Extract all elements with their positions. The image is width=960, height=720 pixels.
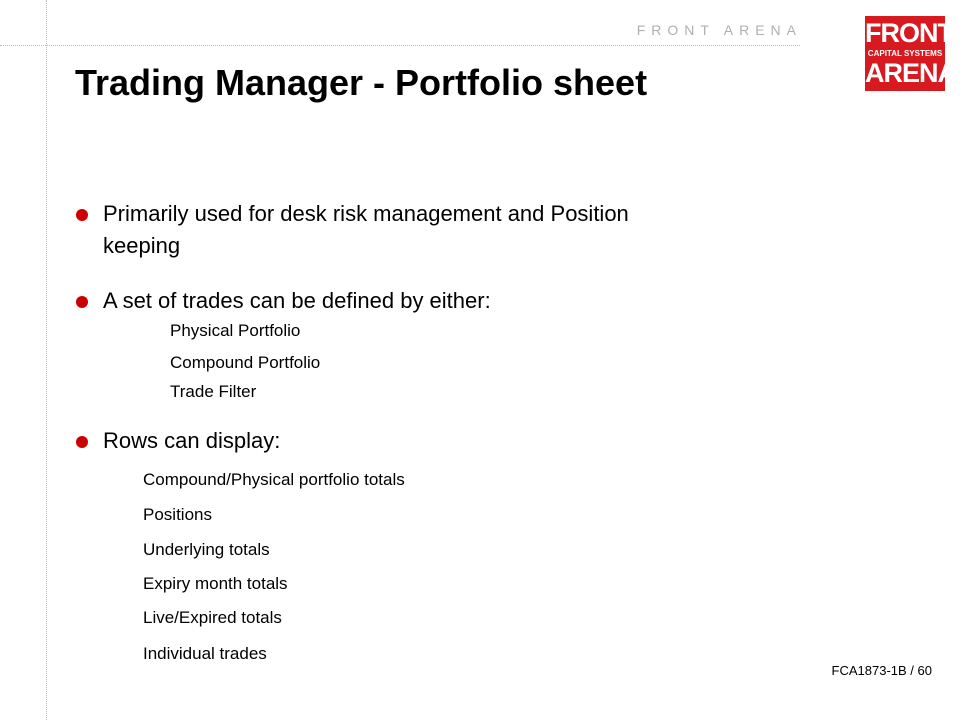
sub-item-compound-portfolio: Compound Portfolio <box>170 353 321 372</box>
sub-item-underlying-totals: Underlying totals <box>143 540 270 559</box>
slide-footer-code: FCA1873-1B / 60 <box>831 663 932 678</box>
sub-item-trade-filter: Trade Filter <box>170 382 257 401</box>
slide-title: Trading Manager - Portfolio sheet <box>75 62 648 103</box>
front-arena-logo <box>865 16 957 91</box>
brand-text: FRONT ARENA <box>636 22 802 38</box>
bullet-dot-icon <box>76 296 88 308</box>
sub-item-physical-portfolio: Physical Portfolio <box>170 321 301 340</box>
sub-item-live-expired-totals: Live/Expired totals <box>143 608 282 627</box>
sub-item-expiry-month-totals: Expiry month totals <box>143 574 288 593</box>
sub-item-individual-trades: Individual trades <box>143 644 267 663</box>
sub-item-portfolio-totals: Compound/Physical portfolio totals <box>143 470 405 489</box>
logo-text-front: FRONT <box>865 18 953 48</box>
top-guide-line <box>0 45 800 46</box>
logo-text-arena: ARENA <box>865 58 957 88</box>
sub-item-positions: Positions <box>143 505 212 524</box>
logo-text-capital-systems: CAPITAL SYSTEMS <box>867 49 943 58</box>
bullet-1-line-1: Primarily used for desk risk management and Position <box>103 201 629 226</box>
bullet-3-line-1: Rows can display: <box>103 428 281 453</box>
bullet-2-line-1: A set of trades can be defined by either: <box>103 288 491 313</box>
bullet-1-line-2: keeping <box>103 233 181 258</box>
bullet-dot-icon <box>76 209 88 221</box>
left-guide-line <box>46 0 47 720</box>
bullet-dot-icon <box>76 436 88 448</box>
